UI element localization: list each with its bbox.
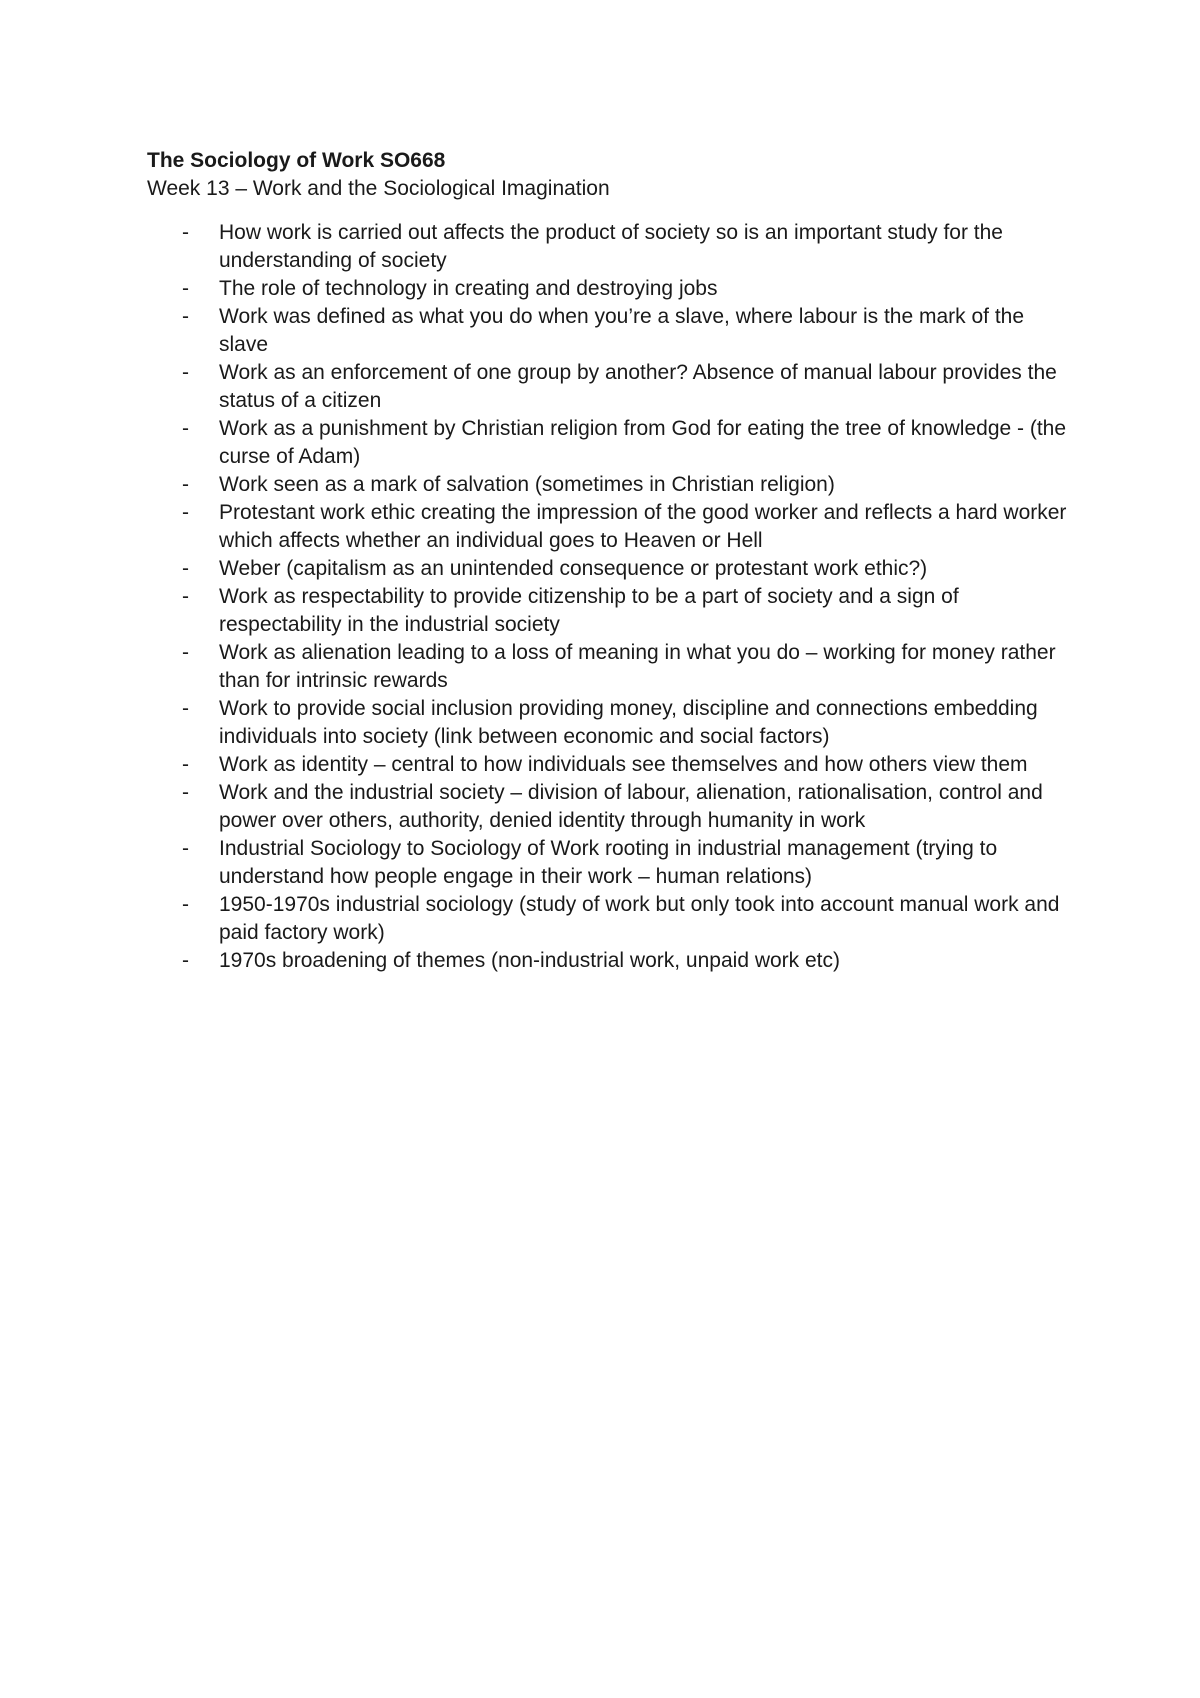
list-item-text: The role of technology in creating and destroying jobs	[219, 277, 718, 300]
bullet-marker: -	[182, 501, 189, 524]
list-item-text: 1950-1970s industrial sociology (study of work but only took into account manual work and paid factory work)	[219, 893, 1060, 944]
notes-list	[147, 219, 1067, 975]
list-item	[147, 583, 1067, 639]
list-item	[147, 695, 1067, 751]
bullet-marker: -	[182, 221, 189, 244]
bullet-marker: -	[182, 585, 189, 608]
bullet-marker: -	[182, 641, 189, 664]
list-item	[147, 303, 1067, 359]
list-item	[147, 555, 1067, 583]
list-item	[147, 779, 1067, 835]
list-item	[147, 219, 1067, 275]
list-item-text: Work was defined as what you do when you’re a slave, where labour is the mark of the slave	[219, 305, 1025, 356]
list-item-text: Work seen as a mark of salvation (sometimes in Christian religion)	[219, 473, 835, 496]
list-item-text: Industrial Sociology to Sociology of Work rooting in industrial management (trying to understand how people engage in their work – human relations)	[219, 837, 998, 888]
bullet-marker: -	[182, 893, 189, 916]
list-item-text: Work as a punishment by Christian religion from God for eating the tree of knowledge - (the curse of Adam)	[219, 417, 1067, 468]
document-body	[147, 147, 1067, 975]
list-item	[147, 639, 1067, 695]
list-item-text: How work is carried out affects the product of society so is an important study for the understanding of society	[219, 221, 1003, 272]
bullet-marker: -	[182, 837, 189, 860]
list-item	[147, 891, 1067, 947]
document-title: The Sociology of Work SO668	[147, 149, 446, 172]
list-item-text: Protestant work ethic creating the impression of the good worker and reflects a hard worker which affects whether an individual goes to Heaven or Hell	[219, 501, 1067, 552]
list-item	[147, 499, 1067, 555]
document-subtitle: Week 13 – Work and the Sociological Imagination	[147, 177, 610, 200]
bullet-marker: -	[182, 361, 189, 384]
bullet-marker: -	[182, 557, 189, 580]
list-item-text: 1970s broadening of themes (non-industrial work, unpaid work etc)	[219, 949, 841, 972]
bullet-marker: -	[182, 781, 189, 804]
bullet-marker: -	[182, 697, 189, 720]
bullet-marker: -	[182, 277, 189, 300]
list-item	[147, 751, 1067, 779]
bullet-marker: -	[182, 949, 189, 972]
bullet-marker: -	[182, 753, 189, 776]
bullet-marker: -	[182, 417, 189, 440]
list-item-text: Work as respectability to provide citizenship to be a part of society and a sign of respectability in the industrial society	[219, 585, 959, 636]
list-item	[147, 415, 1067, 471]
list-item	[147, 471, 1067, 499]
list-item	[147, 947, 1067, 975]
list-item-text: Work as identity – central to how individuals see themselves and how others view them	[219, 753, 1028, 776]
bullet-marker: -	[182, 305, 189, 328]
list-item	[147, 275, 1067, 303]
list-item-text: Work as alienation leading to a loss of meaning in what you do – working for money rather than for intrinsic rewards	[219, 641, 1056, 692]
list-item-text: Work and the industrial society – division of labour, alienation, rationalisation, control and power over others, authority, denied identity through humanity in work	[219, 781, 1043, 832]
list-item	[147, 359, 1067, 415]
list-item-text: Work as an enforcement of one group by another? Absence of manual labour provides the status of a citizen	[219, 361, 1057, 412]
list-item-text: Work to provide social inclusion providing money, discipline and connections embedding individuals into society (link between economic and social factors)	[219, 697, 1038, 748]
bullet-marker: -	[182, 473, 189, 496]
list-item	[147, 835, 1067, 891]
list-item-text: Weber (capitalism as an unintended consequence or protestant work ethic?)	[219, 557, 928, 580]
